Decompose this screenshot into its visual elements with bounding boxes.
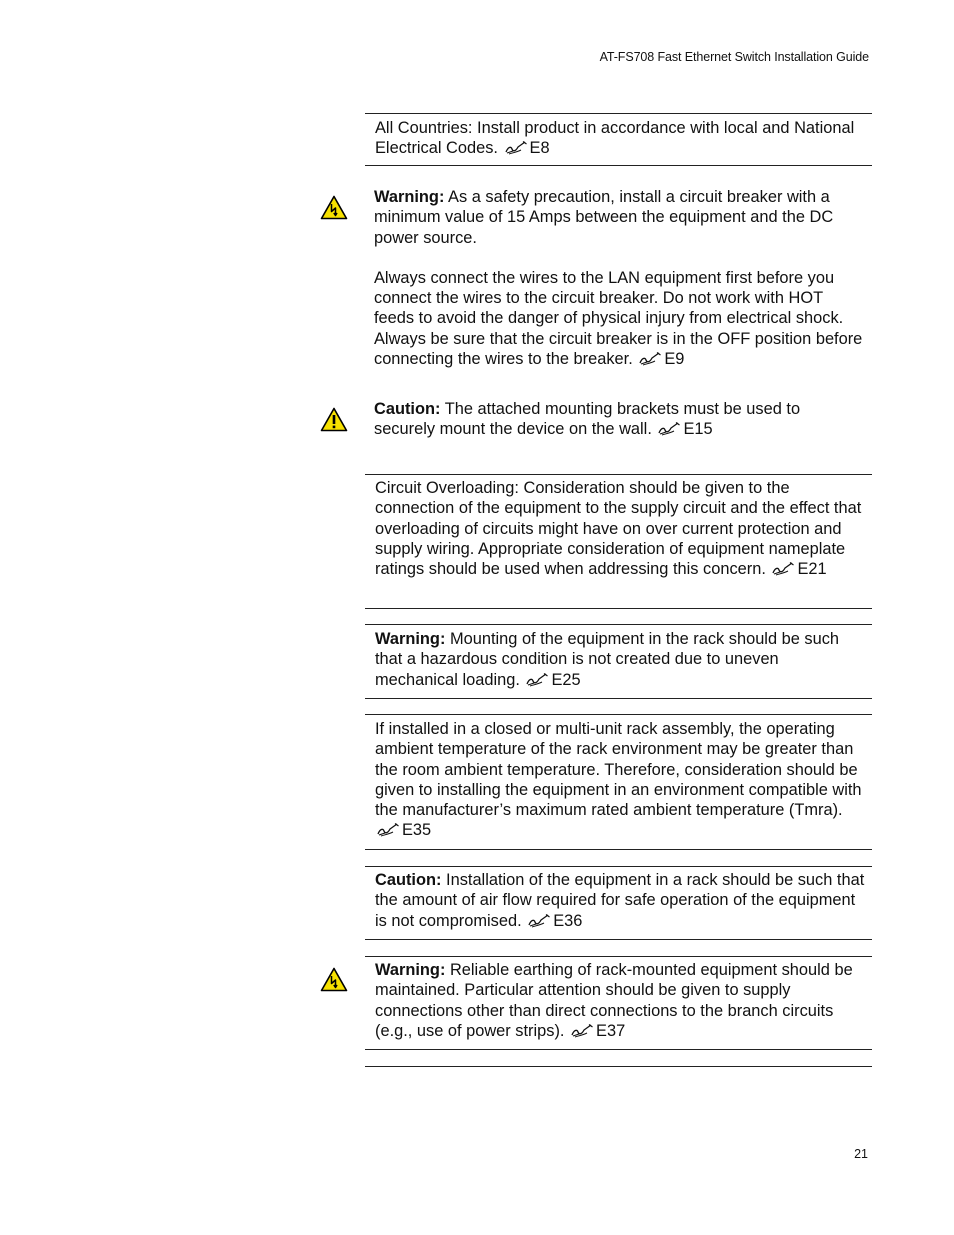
notice-label: Warning: xyxy=(375,630,446,648)
divider xyxy=(365,698,872,699)
notice-text: All Countries: Install product in accordance with local and National Electrical Codes. xyxy=(375,119,855,158)
reference-code: E15 xyxy=(683,420,713,439)
reference-code: E21 xyxy=(797,560,827,579)
page-header: AT-FS708 Fast Ethernet Switch Installation Guide xyxy=(599,50,869,64)
note-pen-icon xyxy=(658,422,681,436)
caution-e36 xyxy=(375,870,865,931)
note-pen-icon xyxy=(772,562,795,576)
electrical-hazard-icon xyxy=(320,195,348,220)
warning-e25 xyxy=(375,629,865,690)
reference-code: E25 xyxy=(551,670,581,689)
divider xyxy=(365,714,872,715)
page-number: 21 xyxy=(854,1147,868,1161)
notice-e8 xyxy=(375,118,865,159)
divider xyxy=(365,474,872,475)
electrical-hazard-icon xyxy=(320,967,348,992)
divider xyxy=(365,866,872,867)
note-pen-icon xyxy=(505,141,528,155)
divider xyxy=(365,1066,872,1067)
reference-code: E36 xyxy=(553,911,583,930)
note-pen-icon xyxy=(639,352,662,366)
notice-text: Reliable earthing of rack-mounted equipment should be maintained. Particular attention should be given to supply connections other than direct connections to the branch circuits (e.g., use of power strips). xyxy=(375,961,853,1040)
reference-code: E8 xyxy=(529,139,550,158)
notice-text: Circuit Overloading: Consideration should be given to the connection of the equipment to the supply circuit and the effect that overloading of circuits might have on over current protection and supply wiring. Appropriate consideration of equipment nameplate ratings should be used when addressing this concern. xyxy=(375,479,862,579)
notice-text: Mounting of the equipment in the rack should be such that a hazardous condition is not created due to uneven mechanical loading. xyxy=(375,630,840,689)
caution-icon xyxy=(320,407,348,432)
reference-code: E37 xyxy=(596,1021,626,1040)
notice-label: Warning: xyxy=(374,188,445,206)
notice-e21 xyxy=(375,478,865,579)
note-pen-icon xyxy=(377,823,400,837)
notice-e35 xyxy=(375,719,865,841)
divider xyxy=(365,939,872,940)
warning-e9 xyxy=(374,187,864,369)
note-pen-icon xyxy=(528,914,551,928)
divider xyxy=(365,113,872,114)
caution-e15 xyxy=(374,399,864,440)
notice-label: Caution: xyxy=(375,871,442,889)
warning-e37 xyxy=(375,960,865,1041)
notice-label: Caution: xyxy=(374,400,441,418)
divider xyxy=(365,608,872,609)
divider xyxy=(365,1049,872,1050)
note-pen-icon xyxy=(526,673,549,687)
note-pen-icon xyxy=(571,1024,594,1038)
reference-code: E9 xyxy=(664,350,685,369)
notice-text: As a safety precaution, install a circuit breaker with a minimum value of 15 Amps between the equipment and the DC power source. xyxy=(374,188,834,247)
reference-code: E35 xyxy=(402,821,432,840)
notice-text: If installed in a closed or multi-unit rack assembly, the operating ambient temperature of the rack environment may be greater than the room ambient temperature. Therefore, consideration should be given to installing the equipment in an environment compatible with the manufacturer’s maximum rated ambient temperature (Tmra). xyxy=(375,720,862,820)
notice-text-2: Always connect the wires to the LAN equipment first before you connect the wires to the circuit breaker. Do not work with HOT feeds to avoid the danger of physical injury from electrical shock. Always be sure that the circuit breaker is in the OFF position before connecting the wires to the breaker. xyxy=(374,268,863,369)
notice-text: Installation of the equipment in a rack should be such that the amount of air flow required for safe operation of the equipment is not compromised. xyxy=(375,871,865,930)
divider xyxy=(365,165,872,166)
divider xyxy=(365,624,872,625)
notice-text: The attached mounting brackets must be used to securely mount the device on the wall. xyxy=(374,400,801,439)
notice-label: Warning: xyxy=(375,961,446,979)
divider xyxy=(365,956,872,957)
divider xyxy=(365,849,872,850)
